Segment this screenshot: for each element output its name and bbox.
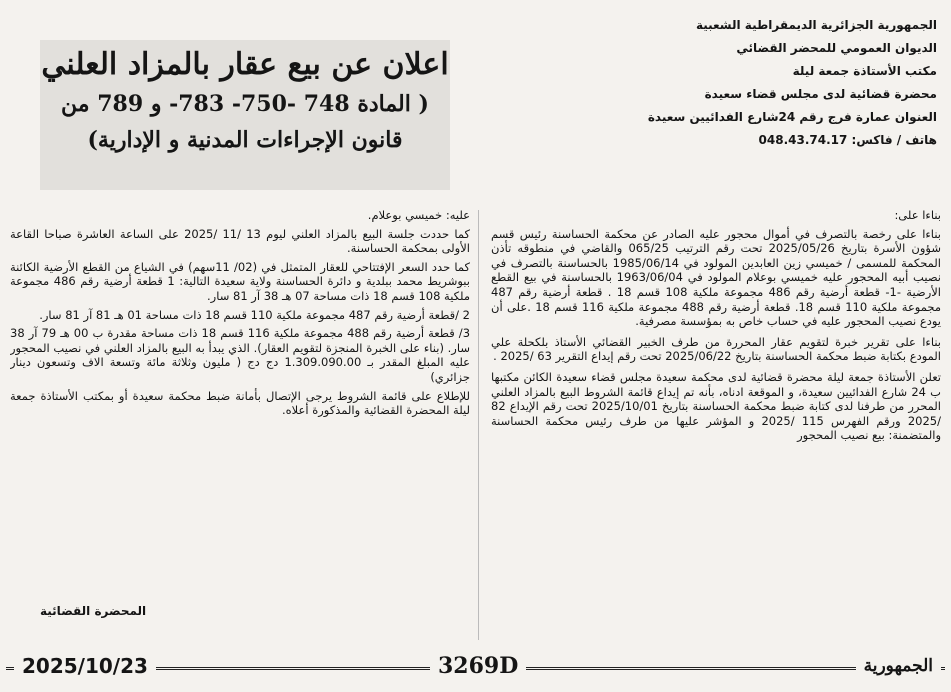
header-line-phone: هاتف / فاكس: 048.43.74.17 <box>758 133 937 147</box>
paragraph-owner: عليه: خميسي بوعلام. <box>367 208 470 222</box>
footer-date: 2025/10/23 <box>14 652 156 680</box>
paragraph-announcement: تعلن الأستاذة جمعة ليلة محضرة قضائية لدى محكمة سعيدة مجلس قضاء سعيدة الكائن مكتبها ب 24 شارع الفدائيين سعيدة، و الموقعة ادناه، بأنه تم إيداع قائمة الشروط البيع بالمزاد العلني المحرر من طرفنا لدى كتابة ضبط محكمة الحساسنة بتاريخ 2025/10/01 تحت رقم الإيداع 82 /2025 ورقم الفهرس 115 /2025 و المؤشر عليها من طرف رئيس محكمة الحساسنة والمتضمنة: بيع نصيب المحجور <box>491 369 941 443</box>
paragraph-plot-3: 3/ قطعة أرضية رقم 488 مجموعة ملكية 116 قسم 18 ذات مساحة مقدرة ب 00 هـ 79 آر 38 سار. (بناء على الخبرة المنجزة لتقويم العقار). الذي يبدأ به البيع بالمزاد العلني في نصيب المحجور عليه المبلغ المقدر بـ 1.309.090.00 دج دج ( مليون وثلاثة مائة وتسعة الاف وتسعون دينار جزائري) <box>10 326 470 384</box>
header-line-office: الديوان العمومي للمحضر القضائي <box>736 41 937 55</box>
header-line-court: محضرة قضائية لدى مجلس قضاء سعيدة <box>704 87 937 101</box>
announcement-subtitle-articles: ( المادة 748 -750- 783- و 789 من <box>61 91 429 117</box>
header-line-bureau: مكتب الأستاذة جمعة ليلة <box>792 64 937 78</box>
paragraph-contact: للإطلاع على قائمة الشروط يرجى الإتصال بأمانة ضبط محكمة سعيدة أو بمكتب الأستاذة جمعة ليلة المحضرة القضائية والمذكورة أعلاه. <box>10 388 470 418</box>
column-divider <box>478 210 479 640</box>
page-footer <box>0 652 951 682</box>
announcement-title-block <box>40 40 450 190</box>
announcement-subtitle-law: قانون الإجراءات المدنية و الإدارية) <box>87 127 403 153</box>
paragraph-permit: بناءا على رخصة بالتصرف في أموال محجور عليه الصادر عن محكمة الحساسنة رئيس قسم شؤون الأسرة بتاريخ 2025/05/26 تحت رقم الترتيب 065/25 والقاضي في منطوقه تأذن المحكمة للمسمى / خميسي زين العابدين المولود في 1985/06/14 بالحساسنة بالتصرف في نصيب أبيه المحجور عليه خميسي بوعلام المولود في 1963/06/04 بالحساسنة في بيع القطع الأرضية -1- قطعة أرضية رقم 486 مجموعة ملكية 108 قسم 18 . قطعة أرضية رقم 487 مجموعة ملكية 110 قسم 18. قطعة أرضية رقم 488 مجموعة ملكية 116 قسم 18 .على أن يودع نصيب المحجور عليه في حساب خاص به بمؤسسة مصرفية. <box>491 226 941 329</box>
signature: المحضرة القضائية <box>40 604 147 618</box>
newspaper-logo: الجمهورية <box>856 652 941 680</box>
announcement-title: اعلان عن بيع عقار بالمزاد العلني <box>41 47 449 82</box>
header-line-republic: الجمهورية الجزائرية الديمقراطية الشعبية <box>695 18 937 32</box>
footer-issue-number: 3269D <box>430 652 526 680</box>
paragraph-expertise: بناءا على تقرير خبرة لتقويم عقار المحررة من طرف الخبير القضائي الأستاذ بلكحلة علي المودع بكتابة ضبط محكمة الحساسنة بتاريخ 2025/06/22 تحت رقم إيداع التقرير 63 /2025 . <box>491 334 941 364</box>
paragraph-session: كما حددت جلسة البيع بالمزاد العلني ليوم 13 /11 /2025 على الساعة العاشرة صباحا القاعة الأولى بمحكمة الحساسنة. <box>10 226 470 256</box>
paragraph-plot-2: 2 /قطعة أرضية رقم 487 مجموعة ملكية 110 قسم 18 ذات مساحة 01 هـ 81 آر 81 سار. <box>39 307 470 322</box>
paragraph-opening-price: كما حدد السعر الإفتتاحي للعقار المتمثل في (02/ 11سهم) في الشياع من القطع الأرضية الكائنة ببوشريط محمد ببلدية و دائرة الحساسنة ولاية سعيدة التالية: 1 قطعة أرضية رقم 486 مجموعة ملكية 108 قسم 18 ذات مساحة 07 هـ 38 آر 81 سار. <box>10 259 470 303</box>
left-column <box>10 208 470 648</box>
header-line-address: العنوان عمارة فرج رقم 24شارع الفدائيين سعيدة <box>647 110 937 124</box>
right-column <box>491 208 941 648</box>
bailiff-office-header <box>607 14 937 152</box>
paragraph-intro: بناءا على: <box>894 208 941 222</box>
